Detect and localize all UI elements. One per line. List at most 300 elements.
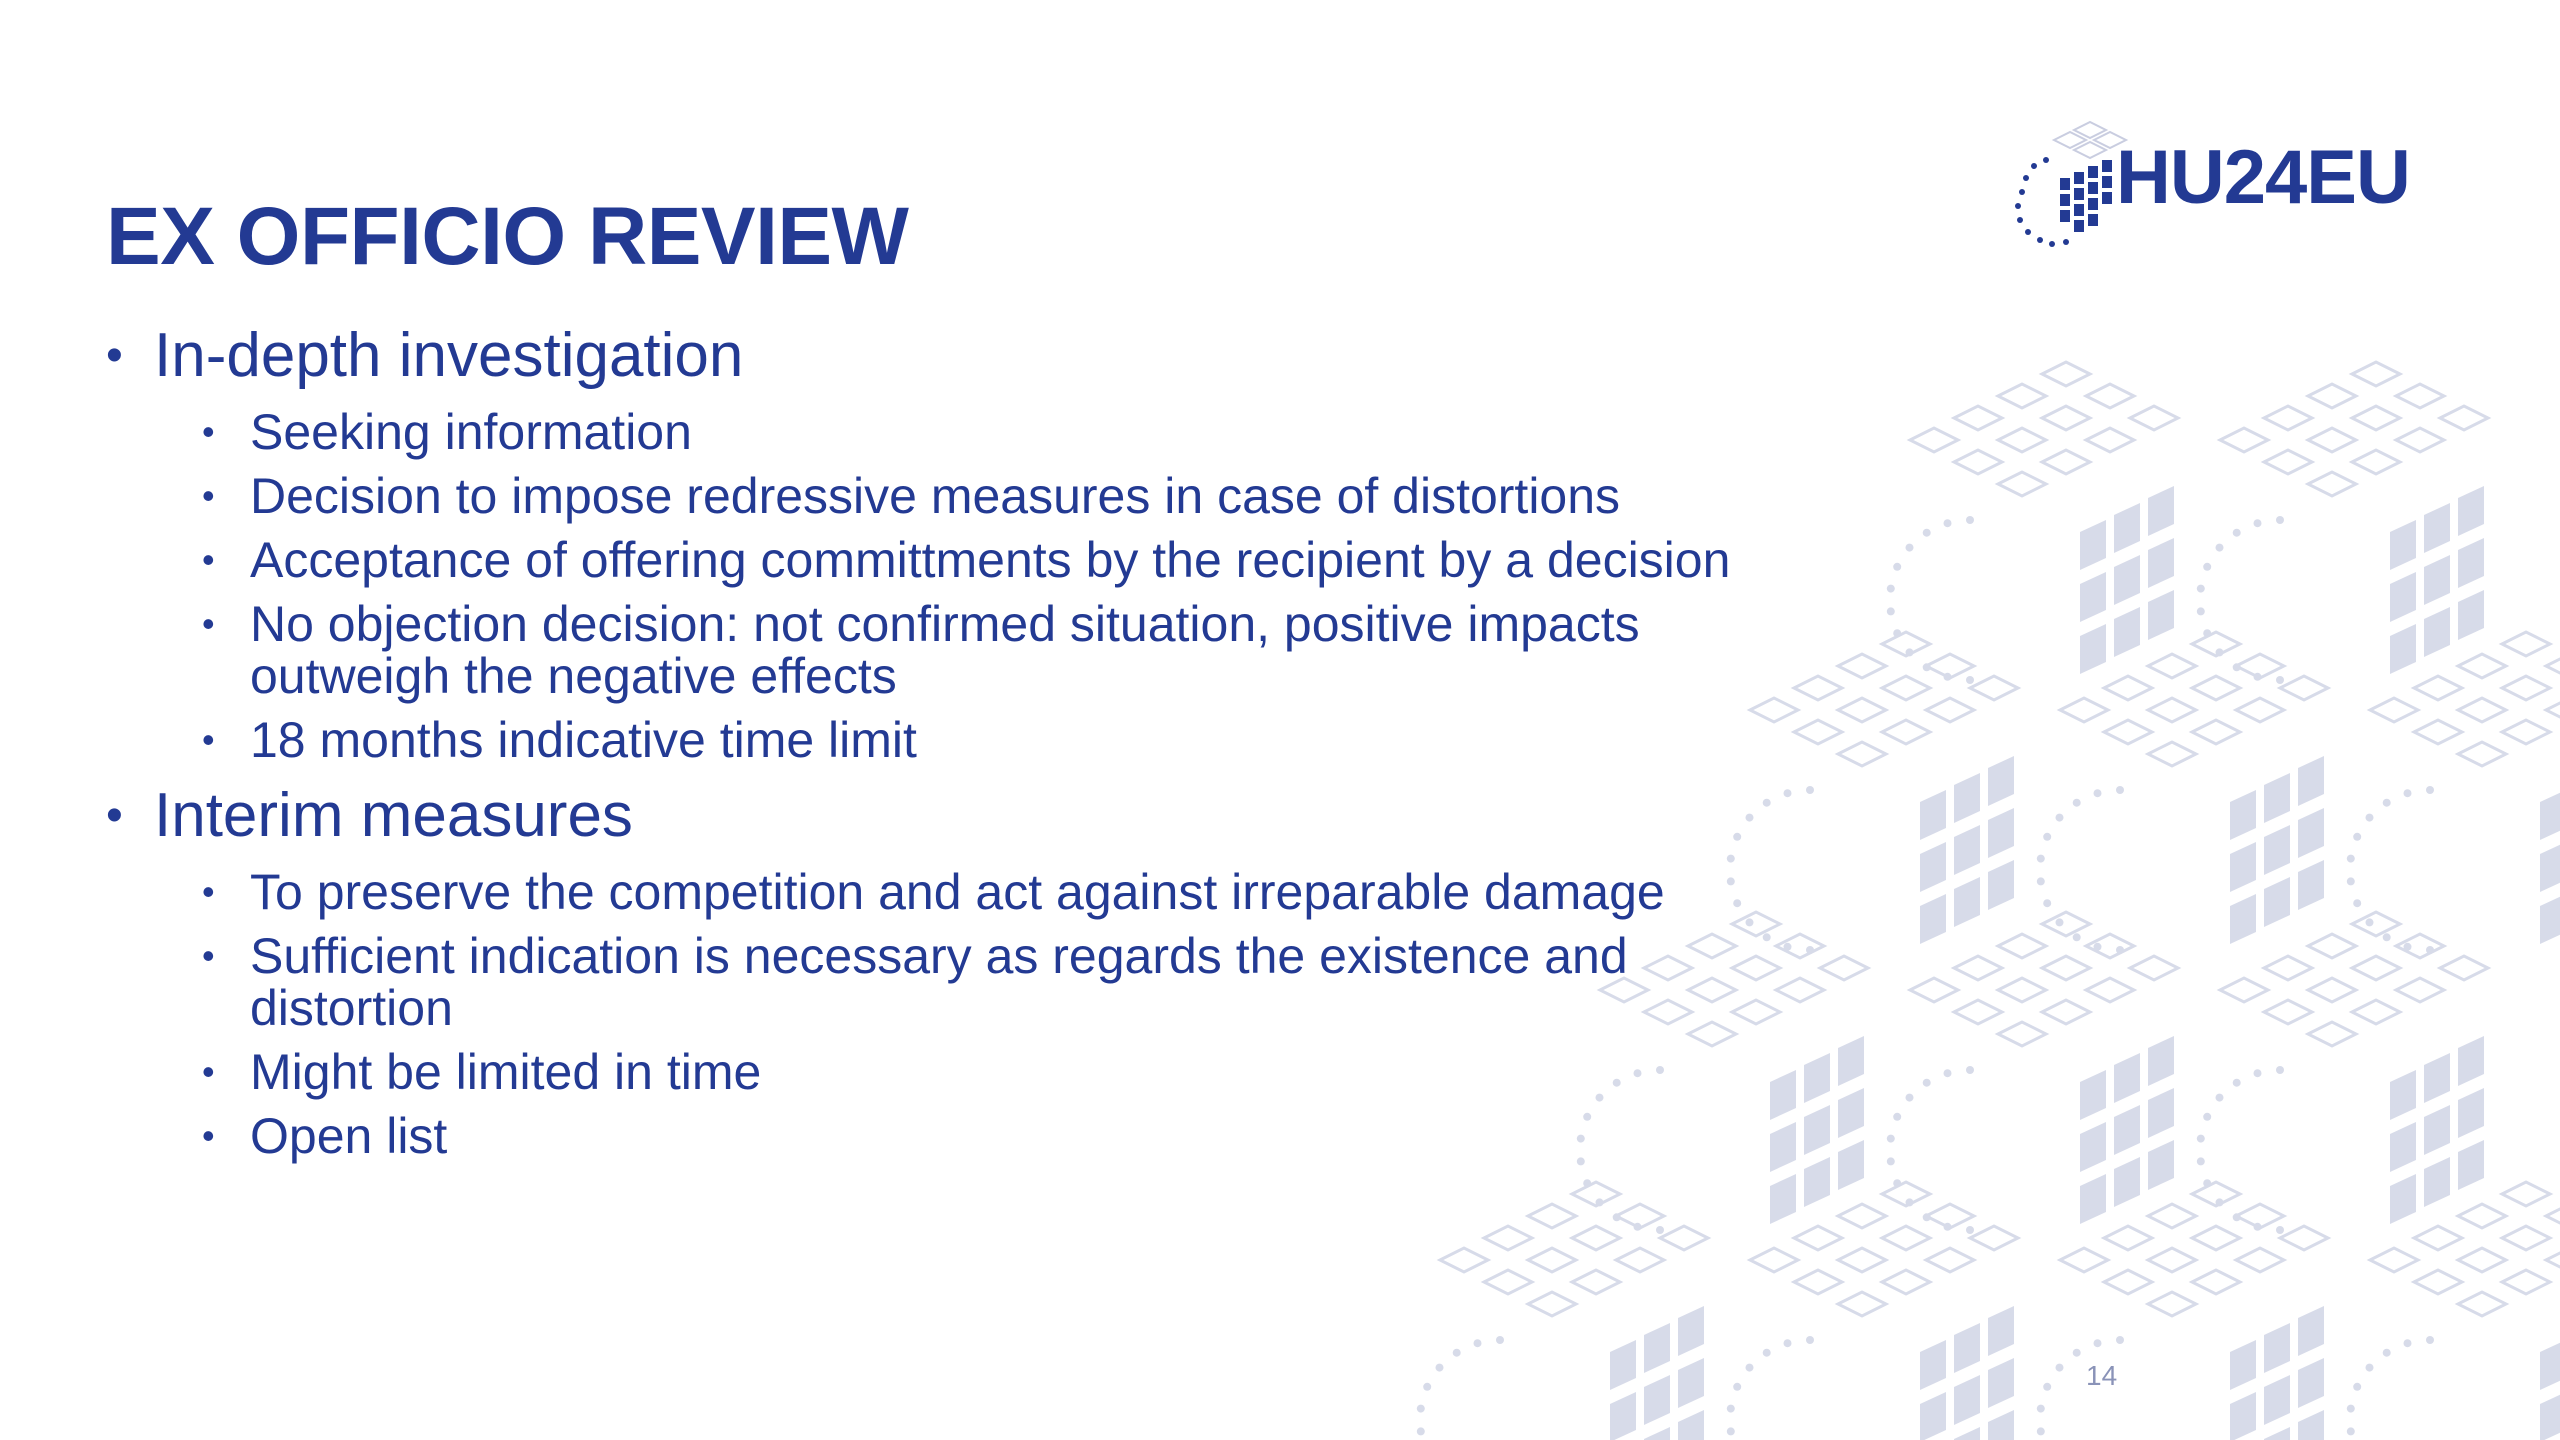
pattern-diamond — [1882, 1182, 1930, 1206]
pattern-square — [2390, 520, 2416, 570]
pattern-diamond — [2148, 698, 2196, 722]
pattern-star — [2116, 946, 2124, 954]
pattern-square — [2080, 520, 2106, 570]
pattern-star — [1733, 1383, 1741, 1391]
pattern-diamond — [1484, 1226, 1532, 1250]
pattern-star — [2254, 1069, 2262, 1077]
pattern-diamond — [2236, 1248, 2284, 1272]
pattern-diamond — [1794, 1270, 1842, 1294]
pattern-diamond — [2086, 384, 2134, 408]
pattern-diamond — [2148, 1204, 2196, 1228]
pattern-square — [2298, 1410, 2324, 1440]
pattern-diamond — [1572, 1182, 1620, 1206]
pattern-star — [2383, 1349, 2391, 1357]
pattern-diamond — [2458, 1292, 2506, 1316]
pattern-square — [1988, 756, 2014, 806]
list-item: • Seeking information — [202, 406, 1926, 458]
pattern-square — [2390, 624, 2416, 674]
pattern-diamond — [2104, 1226, 2152, 1250]
pattern-diamond — [2308, 472, 2356, 496]
bullet-list — [106, 318, 1926, 1162]
pattern-star — [2203, 1179, 2211, 1187]
pattern-star — [1727, 1427, 1735, 1435]
pattern-diamond — [2104, 720, 2152, 744]
pattern-diamond — [2458, 1248, 2506, 1272]
pattern-diamond — [2086, 978, 2134, 1002]
pattern-diamond — [2502, 1270, 2550, 1294]
pattern-star — [2347, 855, 2355, 863]
section-heading: • In-depth investigation — [106, 318, 1926, 394]
pattern-diamond — [1998, 934, 2046, 958]
pattern-square — [2114, 503, 2140, 553]
pattern-square — [2540, 1340, 2560, 1390]
pattern-square — [2458, 486, 2484, 536]
pattern-square — [1954, 1427, 1980, 1440]
pattern-diamond — [2192, 1182, 2240, 1206]
pattern-square — [2264, 773, 2290, 823]
pattern-diamond — [1998, 472, 2046, 496]
pattern-star — [1784, 1339, 1792, 1347]
pattern-diamond — [1794, 1226, 1842, 1250]
pattern-star — [1763, 1349, 1771, 1357]
pattern-diamond — [2104, 676, 2152, 700]
pattern-diamond — [2236, 698, 2284, 722]
pattern-square — [1678, 1358, 1704, 1408]
pattern-square — [2264, 877, 2290, 927]
pattern-square — [2424, 1053, 2450, 1103]
pattern-star — [1417, 1405, 1425, 1413]
pattern-diamond — [1998, 1022, 2046, 1046]
pattern-star — [2254, 673, 2262, 681]
pattern-star — [2216, 648, 2224, 656]
pattern-star — [1906, 1198, 1914, 1206]
pattern-diamond — [2308, 1022, 2356, 1046]
pattern-star — [2043, 833, 2051, 841]
pattern-diamond — [2264, 956, 2312, 980]
pattern-diamond — [2352, 362, 2400, 386]
pattern-star — [2254, 519, 2262, 527]
pattern-star — [2116, 1336, 2124, 1344]
pattern-diamond — [2148, 742, 2196, 766]
pattern-square — [2230, 1340, 2256, 1390]
pattern-square — [2080, 1070, 2106, 1120]
pattern-star — [2073, 933, 2081, 941]
pattern-star — [2366, 1364, 2374, 1372]
pattern-star — [1474, 1339, 1482, 1347]
logo-text: HU24EU — [2116, 135, 2410, 220]
pattern-star — [1634, 1223, 1642, 1231]
pattern-square — [2148, 1088, 2174, 1138]
pattern-diamond — [2104, 1270, 2152, 1294]
pattern-diamond — [1838, 1248, 1886, 1272]
pattern-diamond — [1528, 1248, 1576, 1272]
pattern-diamond — [2042, 406, 2090, 430]
pattern-diamond — [2042, 362, 2090, 386]
pattern-star — [2404, 789, 2412, 797]
pattern-diamond — [2546, 1204, 2560, 1228]
pattern-square — [2298, 860, 2324, 910]
pattern-star — [2037, 855, 2045, 863]
pattern-diamond — [1838, 1292, 1886, 1316]
pattern-square — [1610, 1392, 1636, 1440]
pattern-diamond — [2280, 676, 2328, 700]
pattern-diamond — [2280, 1226, 2328, 1250]
pattern-diamond — [2440, 406, 2488, 430]
pattern-diamond — [1882, 1270, 1930, 1294]
pattern-star — [2383, 933, 2391, 941]
pattern-square — [2230, 1392, 2256, 1440]
pattern-diamond — [2148, 1248, 2196, 1272]
pattern-square — [1988, 808, 2014, 858]
pattern-star — [2276, 1226, 2284, 1234]
pattern-square — [1954, 773, 1980, 823]
pattern-square — [2298, 1306, 2324, 1356]
pattern-square — [1954, 825, 1980, 875]
pattern-diamond — [2396, 428, 2444, 452]
pattern-diamond — [1926, 1204, 1974, 1228]
pattern-square — [2424, 1157, 2450, 1207]
pattern-star — [2426, 946, 2434, 954]
pattern-diamond — [2264, 406, 2312, 430]
pattern-diamond — [2236, 654, 2284, 678]
pattern-diamond — [2352, 1000, 2400, 1024]
pattern-square — [2298, 1358, 2324, 1408]
pattern-square — [1988, 1410, 2014, 1440]
pattern-diamond — [2130, 406, 2178, 430]
slide-content — [106, 318, 1926, 1174]
pattern-diamond — [2458, 1204, 2506, 1228]
list-item: • No objection decision: not confirmed situation, positive impacts outweigh the negative effects — [202, 598, 1790, 702]
pattern-square — [2148, 486, 2174, 536]
pattern-diamond — [1926, 698, 1974, 722]
pattern-diamond — [1572, 1226, 1620, 1250]
pattern-square — [2148, 1036, 2174, 1086]
pattern-diamond — [1882, 1226, 1930, 1250]
pattern-square — [2540, 1392, 2560, 1440]
pattern-diamond — [1484, 1270, 1532, 1294]
pattern-diamond — [1954, 956, 2002, 980]
pattern-square — [2390, 1070, 2416, 1120]
pattern-star — [1944, 1223, 1952, 1231]
list-item: • Acceptance of offering committments by the recipient by a decision — [202, 534, 1926, 586]
pattern-star — [1417, 1427, 1425, 1435]
pattern-diamond — [2414, 676, 2462, 700]
pattern-square — [2390, 572, 2416, 622]
pattern-diamond — [1528, 1204, 1576, 1228]
pattern-star — [1966, 1066, 1974, 1074]
pattern-square — [1920, 1392, 1946, 1440]
pattern-square — [2264, 1375, 2290, 1425]
pattern-square — [1954, 877, 1980, 927]
pattern-star — [2216, 544, 2224, 552]
pattern-diamond — [2042, 912, 2090, 936]
pattern-square — [1644, 1427, 1670, 1440]
pattern-diamond — [2308, 934, 2356, 958]
pattern-diamond — [2370, 698, 2418, 722]
pattern-diamond — [2220, 978, 2268, 1002]
pattern-diamond — [2546, 698, 2560, 722]
pattern-diamond — [2352, 912, 2400, 936]
pattern-star — [1613, 1213, 1621, 1221]
pattern-diamond — [2502, 720, 2550, 744]
pattern-diamond — [2502, 1226, 2550, 1250]
pattern-square — [2458, 538, 2484, 588]
pattern-square — [2540, 790, 2560, 840]
pattern-star — [1453, 1349, 1461, 1357]
pattern-square — [2298, 756, 2324, 806]
list-item: • Open list — [202, 1110, 1926, 1162]
pattern-star — [2056, 1364, 2064, 1372]
pattern-diamond — [1998, 978, 2046, 1002]
pattern-diamond — [2148, 654, 2196, 678]
pattern-square — [2540, 894, 2560, 944]
pattern-square — [2424, 607, 2450, 657]
pattern-diamond — [1926, 1248, 1974, 1272]
pattern-diamond — [2086, 934, 2134, 958]
pattern-star — [2426, 786, 2434, 794]
pattern-diamond — [1616, 1204, 1664, 1228]
pattern-square — [1954, 1323, 1980, 1373]
pattern-star — [2116, 786, 2124, 794]
pattern-star — [2353, 899, 2361, 907]
pattern-star — [2366, 918, 2374, 926]
pattern-star — [2347, 877, 2355, 885]
pattern-diamond — [2502, 1182, 2550, 1206]
pattern-diamond — [1572, 1270, 1620, 1294]
pattern-diamond — [2236, 1204, 2284, 1228]
pattern-star — [2037, 1427, 2045, 1435]
pattern-diamond — [2352, 450, 2400, 474]
pattern-square — [2424, 503, 2450, 553]
pattern-square — [1644, 1375, 1670, 1425]
pattern-diamond — [2308, 428, 2356, 452]
pattern-square — [2390, 1174, 2416, 1224]
pattern-square — [2080, 1122, 2106, 1172]
pattern-diamond — [1998, 384, 2046, 408]
pattern-square — [2230, 842, 2256, 892]
pattern-square — [1988, 1358, 2014, 1408]
pattern-star — [2254, 1223, 2262, 1231]
page-number: 14 — [2086, 1360, 2118, 1391]
pattern-diamond — [2502, 676, 2550, 700]
pattern-star — [2383, 799, 2391, 807]
sub-bullet-list — [202, 866, 1926, 1162]
pattern-star — [1656, 1226, 1664, 1234]
sub-bullet-list — [202, 406, 1926, 766]
pattern-star — [2043, 1383, 2051, 1391]
pattern-star — [2203, 1113, 2211, 1121]
pattern-star — [2366, 814, 2374, 822]
pattern-diamond — [2414, 1270, 2462, 1294]
pattern-diamond — [2396, 978, 2444, 1002]
pattern-star — [1893, 1179, 1901, 1187]
pattern-star — [1966, 1226, 1974, 1234]
pattern-square — [2230, 894, 2256, 944]
pattern-square — [1678, 1306, 1704, 1356]
pattern-square — [1610, 1340, 1636, 1390]
pattern-square — [2114, 1157, 2140, 1207]
pattern-diamond — [1970, 676, 2018, 700]
pattern-square — [2114, 607, 2140, 657]
pattern-star — [1496, 1336, 1504, 1344]
pattern-diamond — [2458, 742, 2506, 766]
pattern-diamond — [2414, 1226, 2462, 1250]
pattern-diamond — [2264, 1000, 2312, 1024]
pattern-square — [1988, 1306, 2014, 1356]
pattern-square — [1920, 1340, 1946, 1390]
pattern-diamond — [2042, 1000, 2090, 1024]
pattern-diamond — [1954, 1000, 2002, 1024]
pattern-diamond — [2264, 450, 2312, 474]
pattern-diamond — [2370, 1248, 2418, 1272]
pattern-diamond — [2042, 450, 2090, 474]
pattern-star — [1923, 1213, 1931, 1221]
pattern-star — [2197, 1157, 2205, 1165]
pattern-star — [1966, 516, 1974, 524]
pattern-star — [1436, 1364, 1444, 1372]
section-in-depth-investigation — [106, 318, 1926, 766]
pattern-star — [2037, 1405, 2045, 1413]
pattern-star — [2094, 943, 2102, 951]
pattern-star — [2404, 943, 2412, 951]
list-item: • Decision to impose redressive measures in case of distortions — [202, 470, 1926, 522]
pattern-diamond — [2192, 1226, 2240, 1250]
pattern-star — [2233, 663, 2241, 671]
pattern-diamond — [1750, 1248, 1798, 1272]
pattern-diamond — [1998, 428, 2046, 452]
pattern-square — [2230, 790, 2256, 840]
list-item: • To preserve the competition and act against irreparable damage — [202, 866, 1926, 918]
pattern-square — [2264, 825, 2290, 875]
pattern-square — [2148, 538, 2174, 588]
pattern-star — [2037, 877, 2045, 885]
pattern-diamond — [2148, 1292, 2196, 1316]
pattern-square — [2114, 1053, 2140, 1103]
pattern-diamond — [2546, 654, 2560, 678]
list-item: • Might be limited in time — [202, 1046, 1926, 1098]
pattern-diamond — [1616, 1248, 1664, 1272]
pattern-diamond — [2396, 384, 2444, 408]
pattern-diamond — [2086, 428, 2134, 452]
pattern-star — [2203, 629, 2211, 637]
pattern-star — [2404, 1339, 2412, 1347]
pattern-square — [2424, 555, 2450, 605]
list-item: • Sufficient indication is necessary as regards the existence and distortion — [202, 930, 1790, 1034]
section-heading: • Interim measures — [106, 778, 1926, 854]
pattern-diamond — [2352, 406, 2400, 430]
pattern-star — [2233, 1213, 2241, 1221]
pattern-square — [2298, 808, 2324, 858]
pattern-square — [2540, 842, 2560, 892]
pattern-diamond — [1970, 1226, 2018, 1250]
pattern-star — [2353, 1383, 2361, 1391]
slide-title: EX OFFICIO REVIEW — [106, 191, 909, 282]
pattern-diamond — [2060, 698, 2108, 722]
pattern-square — [1770, 1174, 1796, 1224]
section-interim-measures — [106, 778, 1926, 1162]
pattern-star — [2276, 516, 2284, 524]
pattern-diamond — [2352, 956, 2400, 980]
pattern-diamond — [2458, 698, 2506, 722]
pattern-diamond — [2192, 676, 2240, 700]
pattern-star — [1966, 676, 1974, 684]
pattern-star — [2233, 1079, 2241, 1087]
pattern-star — [1746, 1364, 1754, 1372]
pattern-square — [2114, 1105, 2140, 1155]
pattern-diamond — [2192, 720, 2240, 744]
pattern-star — [1596, 1198, 1604, 1206]
pattern-square — [2148, 590, 2174, 640]
pattern-diamond — [1528, 1292, 1576, 1316]
pattern-star — [2094, 789, 2102, 797]
pattern-square — [2264, 1427, 2290, 1440]
pattern-square — [2458, 1088, 2484, 1138]
pattern-square — [1678, 1410, 1704, 1440]
pattern-star — [1944, 519, 1952, 527]
pattern-square — [2264, 1323, 2290, 1373]
pattern-star — [2056, 918, 2064, 926]
pattern-diamond — [2458, 654, 2506, 678]
list-item: • 18 months indicative time limit — [202, 714, 1926, 766]
pattern-star — [2353, 833, 2361, 841]
pattern-star — [2073, 799, 2081, 807]
pattern-square — [2458, 590, 2484, 640]
pattern-square — [2080, 624, 2106, 674]
pattern-square — [2080, 1174, 2106, 1224]
pattern-star — [2276, 676, 2284, 684]
pattern-star — [2203, 563, 2211, 571]
pattern-star — [2094, 1339, 2102, 1347]
pattern-diamond — [2042, 956, 2090, 980]
pattern-star — [1583, 1179, 1591, 1187]
pattern-star — [1423, 1383, 1431, 1391]
pattern-diamond — [2440, 956, 2488, 980]
pattern-diamond — [1660, 1226, 1708, 1250]
pattern-diamond — [1838, 1204, 1886, 1228]
pattern-diamond — [2192, 632, 2240, 656]
pattern-star — [1727, 1405, 1735, 1413]
pattern-diamond — [1926, 654, 1974, 678]
pattern-star — [2197, 607, 2205, 615]
pattern-diamond — [2414, 720, 2462, 744]
pattern-star — [2347, 1427, 2355, 1435]
pattern-square — [2390, 1122, 2416, 1172]
pattern-star — [1806, 1336, 1814, 1344]
pattern-diamond — [2130, 956, 2178, 980]
pattern-diamond — [2220, 428, 2268, 452]
pattern-square — [2458, 1036, 2484, 1086]
pattern-diamond — [2546, 1248, 2560, 1272]
pattern-star — [2216, 1094, 2224, 1102]
pattern-diamond — [2060, 1248, 2108, 1272]
pattern-square — [1988, 860, 2014, 910]
pattern-diamond — [1954, 406, 2002, 430]
pattern-star — [1944, 1069, 1952, 1077]
pattern-star — [2073, 1349, 2081, 1357]
pattern-star — [2197, 1135, 2205, 1143]
pattern-square — [2114, 555, 2140, 605]
pattern-square — [2424, 1105, 2450, 1155]
pattern-square — [2148, 1140, 2174, 1190]
pattern-star — [2216, 1198, 2224, 1206]
pattern-star — [1944, 673, 1952, 681]
pattern-star — [2197, 585, 2205, 593]
pattern-star — [2233, 529, 2241, 537]
pattern-square — [2458, 1140, 2484, 1190]
pattern-diamond — [2308, 384, 2356, 408]
pattern-square — [2080, 572, 2106, 622]
pattern-star — [2347, 1405, 2355, 1413]
